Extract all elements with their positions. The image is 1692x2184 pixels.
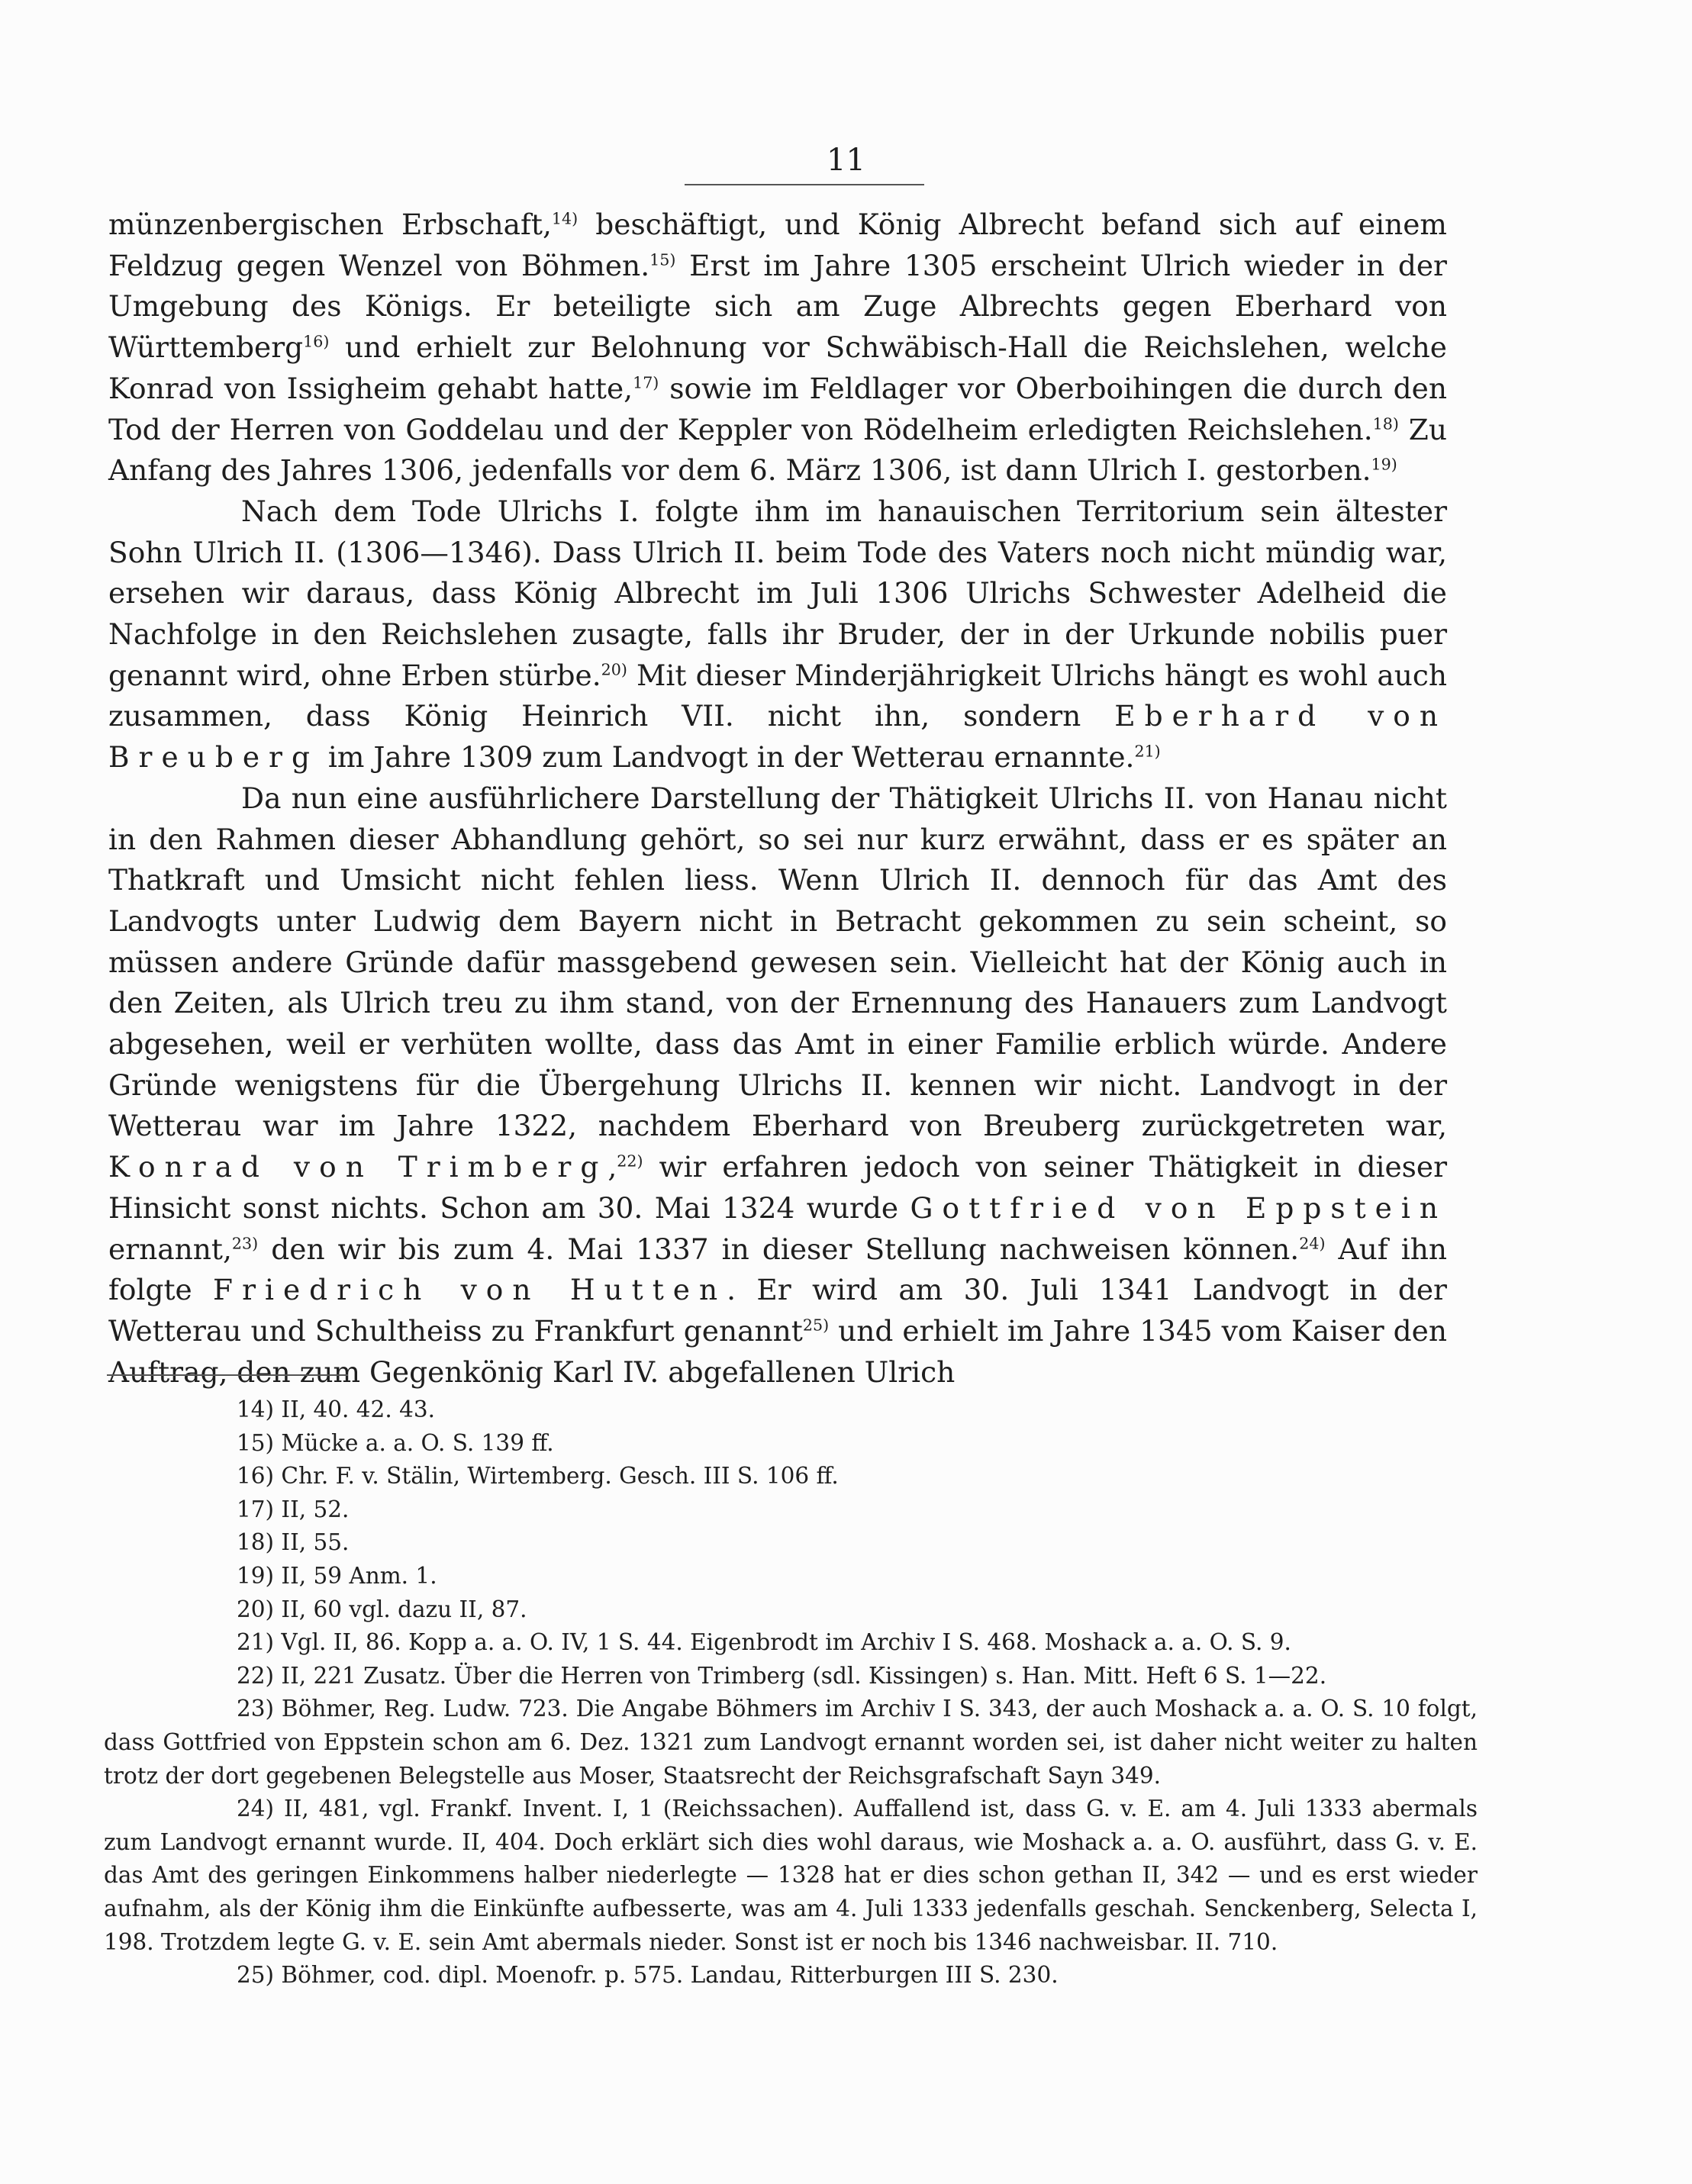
- footnote-17: 17) II, 52.: [237, 1496, 350, 1522]
- text-run: und erhielt im Jahre 1345 vom Kaiser den Auftrag, den zum Gegenkönig Karl IV. abgefallenen Ulrich: [108, 1313, 1447, 1389]
- footnote-24: 24) II, 481, vgl. Frankf. Invent. I, 1 (Reichssachen). Auffallend ist, dass G. v. E. am 4. Juli 1333 abermals zum Landvogt ernannt wurde. II, 404. Doch erklärt sich dies wohl daraus, wie Moshack a. a. O. ausführt, dass G. v. E. das Amt des geringen Einkommens halber niederlegte — 1328 hat er dies schon gethan II, 342 — und es erst wieder aufnahm, als der König ihm die Einkünfte aufbesserte, was am 4. Juli 1333 jedenfalls geschah. Senckenberg, Selecta I, 198. Trotzdem legte G. v. E. sein Amt abermals nieder. Sonst ist er noch bis 1346 nachweisbar. II. 710.: [104, 1796, 1478, 1955]
- footnote-ref: 24): [1299, 1234, 1326, 1253]
- footnote-21: 21) Vgl. II, 86. Kopp a. a. O. IV, 1 S. 44. Eigenbrodt im Archiv I S. 468. Moshack a. a. O. S. 9.: [237, 1629, 1291, 1656]
- spaced-name: Eberhard von Breuberg: [108, 699, 1447, 775]
- text-run: den wir bis zum 4. Mai 1337 in dieser Stellung nachweisen können.: [258, 1232, 1300, 1266]
- footnote-15: 15) Mücke a. a. O. S. 139 ff.: [237, 1429, 554, 1456]
- text-run: Zu Anfang des Jahres 1306, jedenfalls vor dem 6. März 1306, ist dann Ulrich I. gestorben.: [108, 412, 1447, 488]
- text-run: sowie im Feldlager vor Oberboihingen die durch den Tod der Herren von Goddelau und der Keppler von Rödelheim erledigten Reichslehen.: [108, 371, 1447, 446]
- footnote-ref: 20): [601, 660, 627, 679]
- body-text: [108, 205, 1447, 1393]
- footnote-ref: 25): [802, 1316, 830, 1335]
- paragraph-2: [108, 491, 1447, 778]
- footnote-19: 19) II, 59 Anm. 1.: [237, 1562, 437, 1589]
- paragraph-1: [108, 205, 1447, 491]
- footnote-ref: 22): [617, 1152, 643, 1171]
- spaced-name: Friedrich von Hutten: [213, 1273, 727, 1307]
- text-run: wir erfahren jedoch von seiner Thätigkeit in dieser Hinsicht sonst nichts. Schon am 30. Mai 1324 wurde: [108, 1150, 1448, 1225]
- spaced-name: Gottfried von Eppstein: [910, 1190, 1447, 1225]
- footnote-ref: 18): [1372, 414, 1399, 433]
- footnote-ref: 16): [303, 332, 330, 351]
- footnote-ref: 19): [1371, 455, 1397, 474]
- footnote-ref: 21): [1134, 742, 1161, 761]
- footnote-ref: 15): [649, 250, 676, 269]
- text-run: und erhielt zur Belohnung vor Schwäbisch-Hall die Reichslehen, welche Konrad von Issigheim gehabt hatte,: [108, 330, 1447, 405]
- footnote-ref: 23): [231, 1234, 259, 1253]
- footnote-18: 18) II, 55.: [237, 1529, 350, 1556]
- text-run: beschäftigt, und König Albrecht befand sich auf einem Feldzug gegen Wenzel von Böhmen.: [108, 208, 1447, 282]
- text-run: ernannt,: [108, 1232, 232, 1266]
- text-run: Erst im Jahre 1305 erscheint Ulrich wieder in der Umgebung des Königs. Er beteiligte sich am Zuge Albrechts gegen Eberhard von Württemberg: [108, 248, 1447, 365]
- text-run: . Er wird am 30. Juli 1341 Landvogt in der Wetterau und Schultheiss zu Frankfurt genannt: [108, 1273, 1447, 1348]
- text-run: Nach dem Tode Ulrichs I. folgte ihm im hanauischen Territorium sein ältester Sohn Ulrich II. (1306—1346). Dass Ulrich II. beim Tode des Vaters noch nicht mündig war, ersehen wir daraus, dass König Albrecht im Juli 1306 Ulrichs Schwester Adelheid die Nachfolge in den Reichslehen zusagte, falls ihr Bruder, der in der Urkunde nobilis puer genannt wird, ohne Erben stürbe.: [108, 494, 1447, 692]
- text-run: Da nun eine ausführlichere Darstellung der Thätigkeit Ulrichs II. von Hanau nicht in den Rahmen dieser Abhandlung gehört, so sei nur kurz erwähnt, dass er es später an Thatkraft und Umsicht nicht fehlen liess. Wenn Ulrich II. dennoch für das Amt des Landvogts unter Ludwig dem Bayern nicht in Betracht gekommen zu sein scheint, so müssen andere Gründe dafür massgebend gewesen sein. Vielleicht hat der König auch in den Zeiten, als Ulrich treu zu ihm stand, von der Ernennung des Hanauers zum Landvogt abgesehen, weil er verhüten wollte, dass das Amt in einer Familie erblich würde. Andere Gründe wenigstens für die Übergehung Ulrichs II. kennen wir nicht. Landvogt in der Wetterau war im Jahre 1322, nachdem Eberhard von Breuberg zurückgetreten war,: [108, 781, 1447, 1143]
- spaced-name: Konrad von Trimberg: [108, 1150, 608, 1184]
- footnote-22: 22) II, 221 Zusatz. Über die Herren von Trimberg (sdl. Kissingen) s. Han. Mitt. Heft 6 S. 1—22.: [237, 1662, 1327, 1689]
- text-run: Mit dieser Minderjährigkeit Ulrichs hängt es wohl auch zusammen, dass König Heinrich VII. nicht ihn, sondern: [108, 658, 1447, 733]
- page-number: 11: [827, 143, 865, 178]
- text-run: im Jahre 1309 zum Landvogt in der Wetterau ernannte.: [318, 740, 1135, 775]
- footnote-16: 16) Chr. F. v. Stälin, Wirtemberg. Gesch. III S. 106 ff.: [237, 1463, 839, 1490]
- text-run: ,: [608, 1150, 617, 1184]
- text-run: Auf ihn folgte: [108, 1232, 1447, 1307]
- footnote-23: 23) Böhmer, Reg. Ludw. 723. Die Angabe Böhmers im Archiv I S. 343, der auch Moshack a. a. O. S. 10 folgt, dass Gottfried von Eppstein schon am 6. Dez. 1321 zum Landvogt ernannt worden sei, ist daher nicht weiter zu halten trotz der dort gegebenen Belegstelle aus Moser, Staatsrecht der Reichsgrafschaft Sayn 349.: [104, 1696, 1478, 1789]
- text-run: münzenbergischen Erbschaft,: [108, 208, 552, 241]
- footnote-rule: [107, 1374, 348, 1376]
- footnote-20: 20) II, 60 vgl. dazu II, 87.: [237, 1596, 527, 1622]
- footnote-14: 14) II, 40. 42. 43.: [237, 1396, 435, 1422]
- footnote-ref: 17): [633, 373, 659, 392]
- footnote-ref: 14): [551, 209, 579, 228]
- footnotes: [104, 1393, 1478, 1992]
- header-rule: [685, 184, 924, 185]
- footnote-25: 25) Böhmer, cod. dipl. Moenofr. p. 575. Landau, Ritterburgen III S. 230.: [237, 1962, 1059, 1989]
- paragraph-3: [108, 778, 1447, 1393]
